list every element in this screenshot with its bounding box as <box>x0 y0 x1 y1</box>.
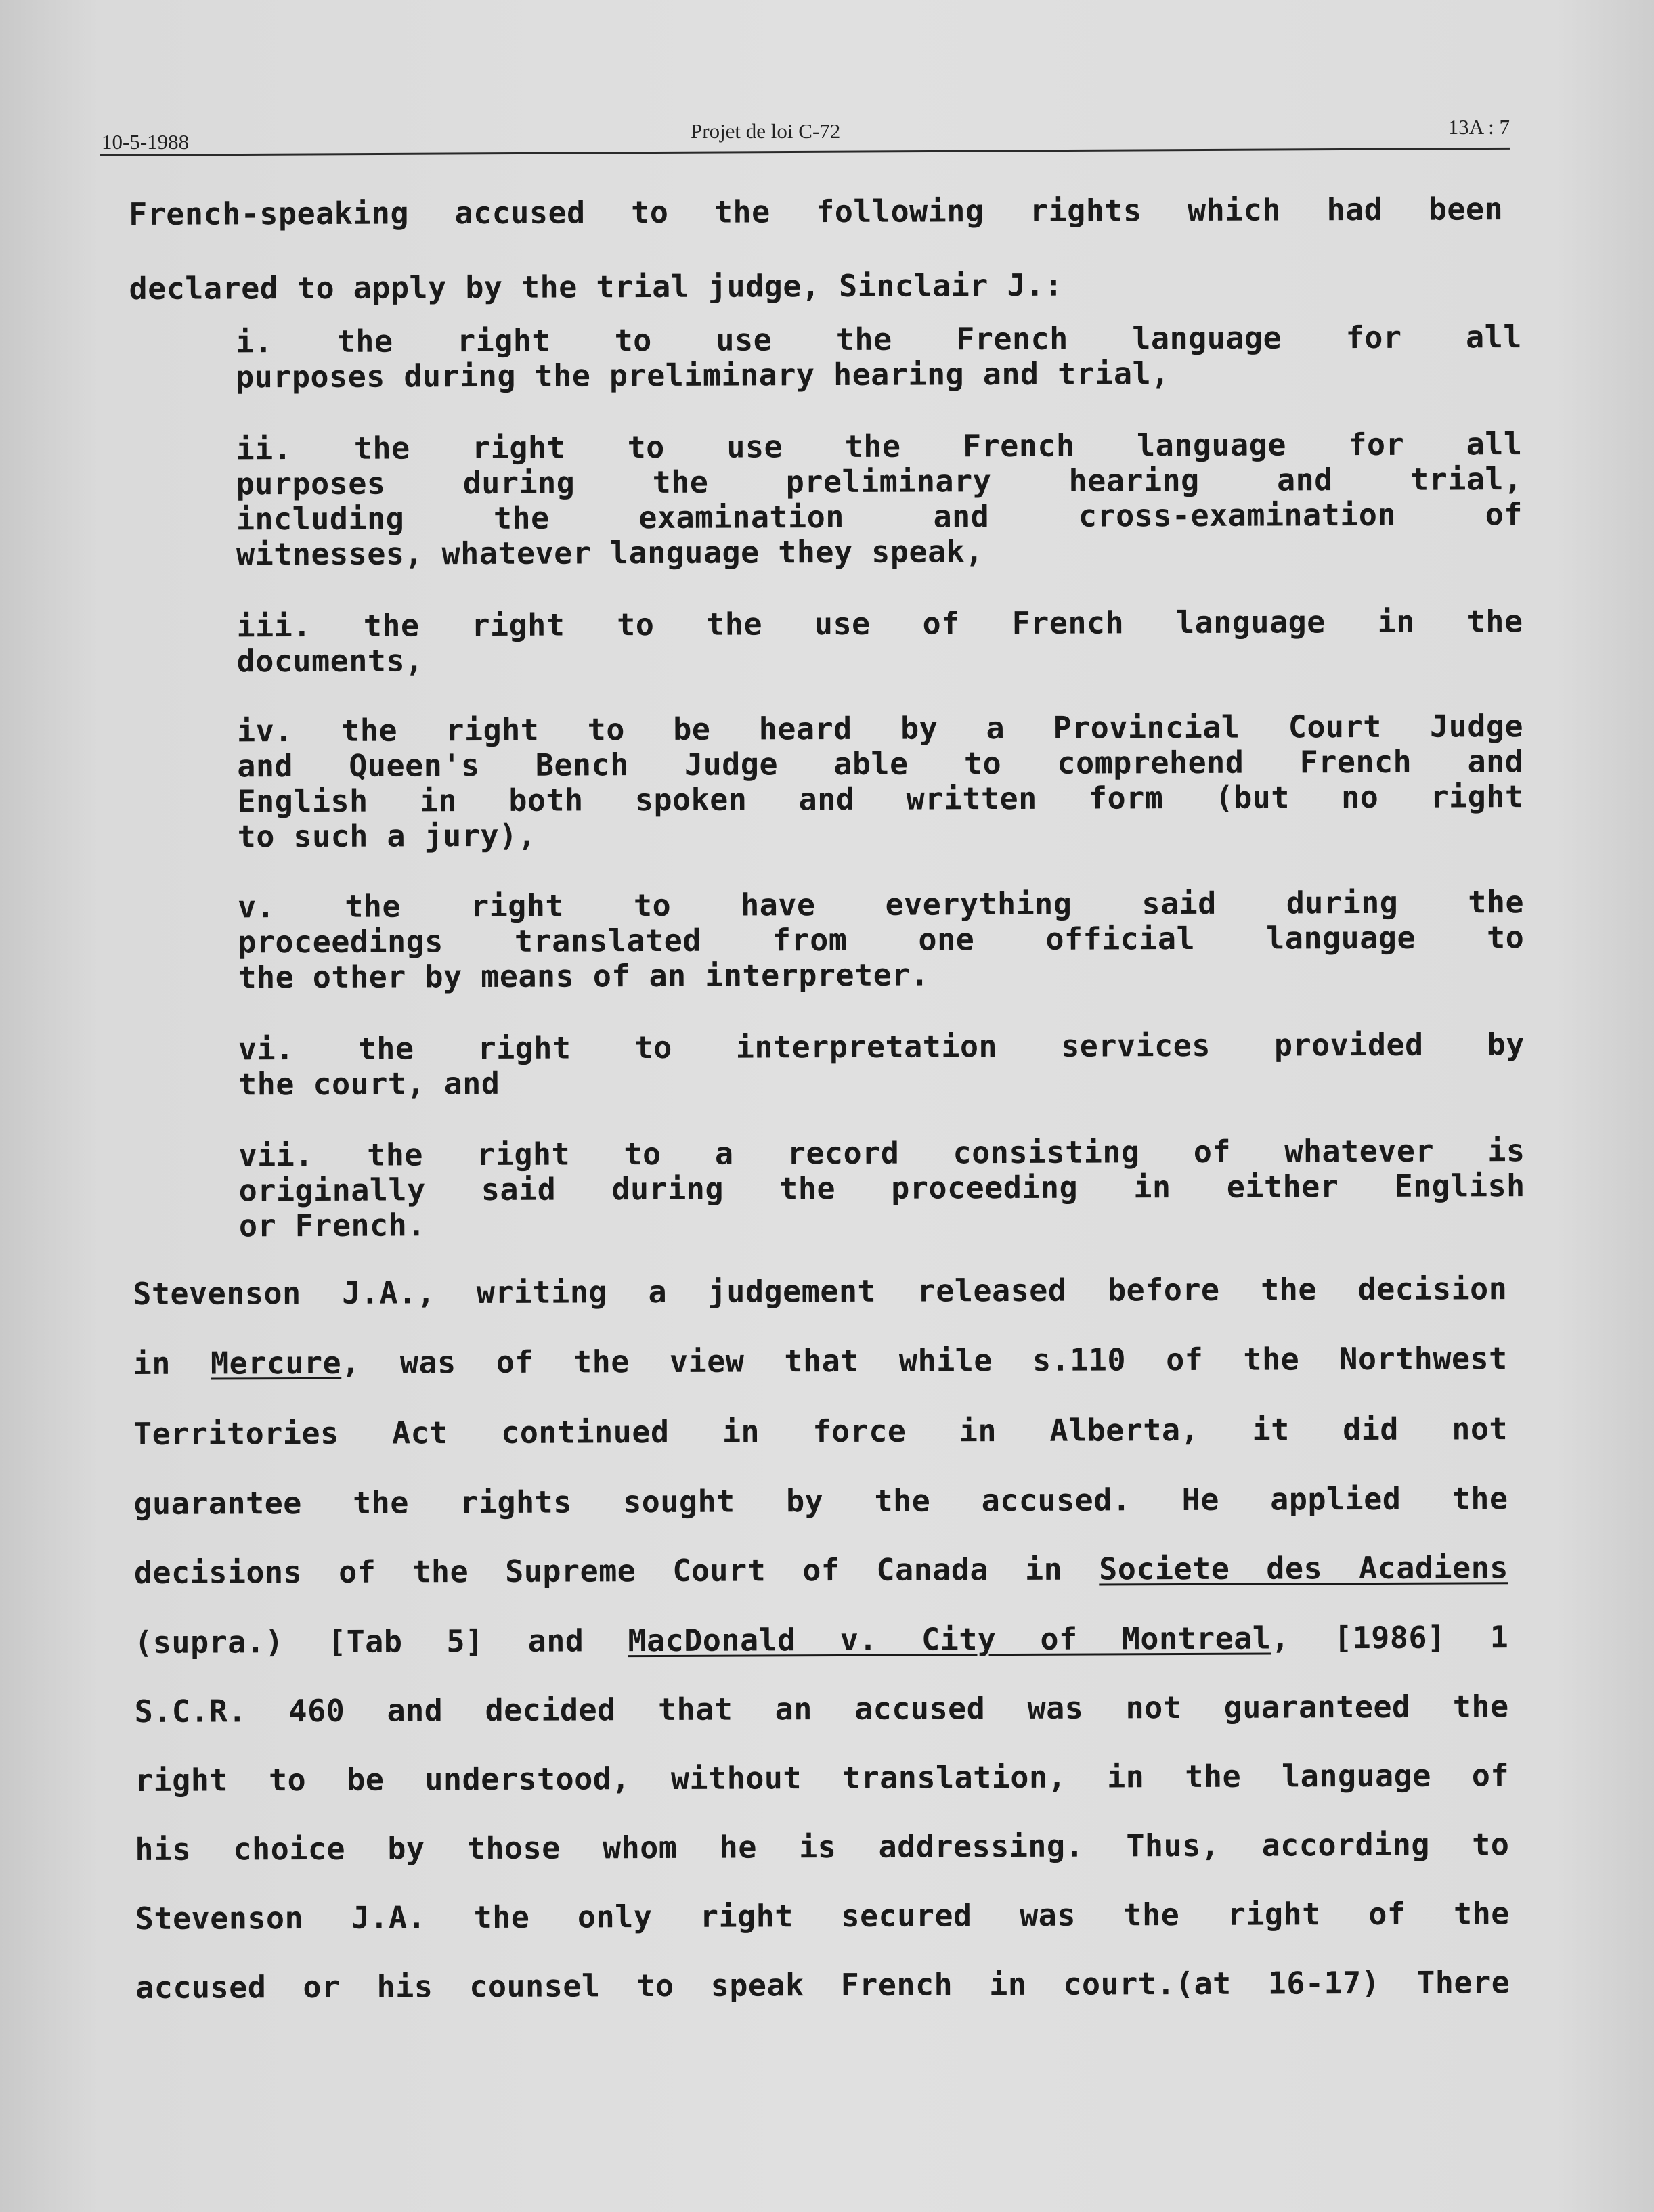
case-name-mercure: Mercure <box>210 1344 342 1381</box>
intro-line-2: declared to apply by the trial judge, Sinclair J.: <box>129 267 1064 307</box>
item-line: and Queen's Bench Judge able to comprehend French and <box>237 743 1524 784</box>
item-line: originally said during the proceeding in either English <box>238 1168 1525 1209</box>
case-name-societe-des-acadiens: Societe des Acadiens <box>1099 1549 1508 1587</box>
case-name-macdonald: MacDonald v. City of Montreal <box>628 1620 1271 1659</box>
item-line: iii. the right to the use of French language in the <box>236 603 1523 644</box>
rights-item-vi <box>238 1027 1525 1102</box>
paragraph-line: in Mercure, was of the view that while s.110 of the Northwest <box>133 1340 1508 1381</box>
item-line: iv. the right to be heard by a Provincial Court Judge <box>237 708 1524 749</box>
rights-item-iii <box>236 604 1523 679</box>
intro-line-1: French-speaking accused to the following rights which had been <box>129 191 1504 232</box>
rights-item-ii <box>236 426 1523 572</box>
header-page-ref: 13A : 7 <box>1448 115 1510 139</box>
item-line: purposes during the preliminary hearing and trial, <box>236 461 1523 502</box>
item-line: vii. the right to a record consisting of whatever is <box>238 1132 1525 1174</box>
item-line: ii. the right to use the French language for all <box>236 426 1523 467</box>
rights-item-vii <box>238 1133 1525 1243</box>
paragraph-line: decisions of the Supreme Court of Canada in Societe des Acadiens <box>133 1549 1508 1591</box>
item-line: English in both spoken and written form (but no right <box>237 778 1524 820</box>
paragraph-line: S.C.R. 460 and decided that an accused was not guaranteed the <box>134 1688 1509 1729</box>
item-line: documents, <box>236 642 424 680</box>
paragraph-line: guarantee the rights sought by the accused. He applied the <box>133 1480 1508 1522</box>
item-line: including the examination and cross-examination of <box>236 496 1523 537</box>
item-line: v. the right to have everything said during the <box>238 884 1525 925</box>
rights-item-iv <box>237 709 1524 854</box>
document-body <box>129 177 1525 2006</box>
paragraph-line: his choice by those whom he is addressing. Thus, according to <box>135 1826 1510 1867</box>
paragraph-line: right to be understood, without translation, in the language of <box>134 1757 1510 1798</box>
paragraph-line: Stevenson J.A., writing a judgement released before the decision <box>133 1270 1508 1312</box>
rights-item-i <box>236 319 1522 395</box>
header-date: 10-5-1988 <box>102 130 190 154</box>
rights-item-v <box>238 885 1525 995</box>
item-line: witnesses, whatever language they speak, <box>236 533 984 573</box>
paragraph-line: accused or his counsel to speak French in court.(at 16-17) There <box>135 1964 1510 2006</box>
paragraph-line: (supra.) [Tab 5] and MacDonald v. City of Montreal, [1986] 1 <box>134 1619 1509 1660</box>
item-line: purposes during the preliminary hearing and trial, <box>236 355 1170 395</box>
item-line: the other by means of an interpreter. <box>238 956 930 996</box>
paragraph-line: Stevenson J.A. the only right secured was the right of the <box>135 1895 1510 1937</box>
item-line: i. the right to use the French language for all <box>235 319 1522 360</box>
paragraph-line: Territories Act continued in force in Alberta, it did not <box>133 1411 1508 1452</box>
item-line: vi. the right to interpretation services provided by <box>238 1026 1525 1067</box>
item-line: the court, and <box>238 1065 500 1103</box>
header-title: Projet de loi C-72 <box>691 119 841 143</box>
item-line: proceedings translated from one official language to <box>238 919 1525 960</box>
item-line: to such a jury), <box>237 817 537 855</box>
item-line: or French. <box>238 1207 426 1244</box>
